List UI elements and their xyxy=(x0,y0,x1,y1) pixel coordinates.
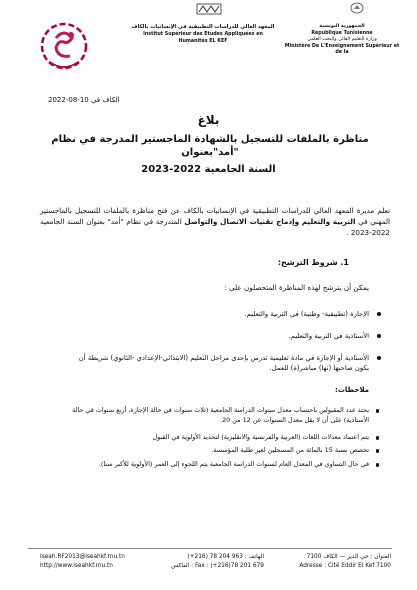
bullet-icon xyxy=(376,463,380,467)
condition-text: الإجازة (تطبيقية- وطنية) في التربية والتعليم. xyxy=(244,310,369,318)
section-1-title: 1. شروط الترشح: xyxy=(277,258,349,267)
footer-website[interactable]: http://www.iseahkf.rnu.tn xyxy=(40,563,113,569)
footer-phone-fax xyxy=(148,553,264,571)
bullet-icon xyxy=(376,409,380,413)
republic-ar: الجمهورية التونسية xyxy=(319,24,365,29)
bullet-icon xyxy=(376,449,380,453)
list-item xyxy=(47,406,369,425)
footer-address-fr: Adresse : Cité Eddir El Kef 7100 xyxy=(299,563,391,569)
academic-year: السنة الجامعية 2022-2023 xyxy=(141,164,276,175)
list-item xyxy=(69,353,369,373)
footer-email[interactable]: Iseah.RF2013@iseahkf.rnu.tn xyxy=(40,554,125,560)
announcement-title: بلاغ xyxy=(197,113,220,127)
institute-name-ar: المعهد العالي للدراسات التطبيقية في الإنسانيات بالكاف xyxy=(131,24,275,30)
condition-text: الأستاذية أو الإجازة في مادة تعليمية تدرس بإحدى مراحل التعليم (الابتدائي-الإعدادي -الثانوي) شريطة أن يكون صاحبها (تها) مباشر(ة) للعمل. xyxy=(78,354,369,372)
list-item xyxy=(47,433,369,443)
list-item xyxy=(69,309,369,319)
institute-name-fr-line2: Humanités EL KEF xyxy=(178,39,228,44)
bullet-icon xyxy=(377,312,381,316)
announcement-subtitle: مناظرة بالملفات للتسجيل بالشهادة الماجستير المدرجة في نظام "أمد"بعنوان xyxy=(51,134,369,158)
footer-address xyxy=(271,553,391,571)
ministry-header xyxy=(283,12,401,57)
note-text: يحتذ عدد المقبولين باحتساب معدل سنوات الدراسة الجامعية (ثلاث سنوات في حالة الإجازة، أربع سنوات في حالة الأستاذية) على أن لا يقل معدل السنوات عن 12 من 20. xyxy=(72,406,369,424)
notes-title: ملاحظات: xyxy=(335,386,369,394)
intro-specialty: التربية والتعليم وإدماج تقنيات الاتصال والتواصل xyxy=(184,217,356,226)
note-text: تخصص نسبة 15 بالمائة من المسجلين لغير طلبة المؤسسة. xyxy=(211,446,369,454)
ministry-fr: Ministère De L'Enseignement Supérieur et de la xyxy=(284,43,400,56)
list-item xyxy=(69,331,369,341)
ministry-ar: وزارة التعليم العالي والبحث العلمي xyxy=(307,37,377,43)
bullet-icon xyxy=(377,334,381,338)
bullet-icon xyxy=(376,436,380,440)
institute-header xyxy=(108,12,298,45)
condition-text: الأستاذية في التربية والتعليم. xyxy=(288,332,369,340)
list-item xyxy=(47,446,369,456)
university-logo xyxy=(36,8,92,84)
list-item xyxy=(47,460,369,470)
footer-fax: Fax : (+216)78 201 679 : الفاكس xyxy=(171,563,264,569)
bullet-icon xyxy=(377,356,381,360)
republic-fr: République Tunisienne xyxy=(311,30,373,36)
document-date: الكاف في 10-08-2022 xyxy=(48,96,120,104)
intro-paragraph xyxy=(40,205,390,238)
intro-text-2: المندرجة في نظام "أمد" بعنوان السنة الجامعية 2022-2023 . xyxy=(40,217,390,237)
footer-address-ar: العنوان : حي الدير — الكاف 7100 xyxy=(306,554,391,560)
footer-phone: الهاتف : 963 204 78 (216+) xyxy=(187,554,264,560)
footer-contact-web xyxy=(40,553,125,571)
note-text: يتم اعتماد معدلات اللغات (العربية والفرنسية والانقليزية) لتحديد الأولوية في القبول xyxy=(152,433,369,441)
note-text: في حال التساوي في المعدل العام لسنوات الدراسة الجامعية يتم اللجوء إلى العمر (الأولوية للأكبر سنا). xyxy=(98,460,369,468)
footer-divider xyxy=(28,548,392,549)
institute-name-fr-line1: Institut Supérieur des Etudes Appliquées en xyxy=(143,32,263,37)
section-1-lead: يمكن أن يترشح لهذه المناظرة المتحصلون على : xyxy=(224,283,369,292)
intro-text-1: تعلم مديرة المعهد العالي للدراسات التطبيقية في الإنسانيات بالكاف عن فتح مناظرة بالملفات للتسجيل بالماجستير المهني في xyxy=(40,206,391,226)
